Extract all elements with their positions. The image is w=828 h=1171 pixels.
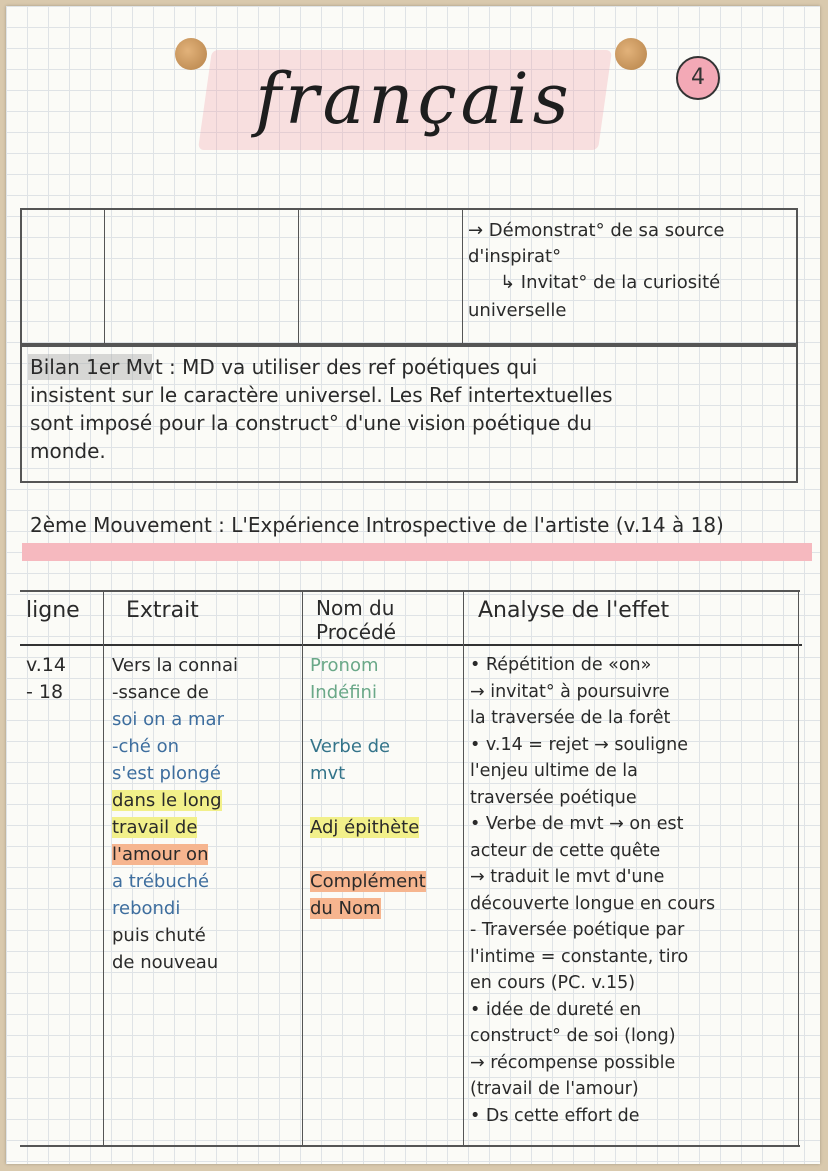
procede-spacer-2 <box>310 787 426 814</box>
bilan-line-2: insistent sur le caractère universel. Les Ref intertextuelles <box>30 383 613 407</box>
analyse-line-16: → récompense possible <box>470 1052 676 1073</box>
extrait-line-12: de nouveau <box>112 952 219 973</box>
header-nom-du-procede: Nom du Procédé <box>316 596 397 644</box>
procede-line-2: Indéfini <box>310 682 377 703</box>
analyse-line-3: la traversée de la forêt <box>470 708 671 728</box>
procede-column <box>310 652 426 922</box>
extrait-line-8-text: l'amour on <box>112 844 209 865</box>
analyse-line-1: • Répétition de «on» <box>470 655 652 675</box>
extrait-line-3: soi on a mar <box>112 709 224 730</box>
page-number-badge: 4 <box>676 56 720 100</box>
bilan-line-1: Bilan 1er Mvt : MD va utiliser des ref poétiques qui <box>30 355 538 379</box>
analyse-column <box>470 652 715 1129</box>
procede-spacer-3 <box>310 841 426 868</box>
bilan-line-4: monde. <box>30 439 106 463</box>
procede-line-7-text: du Nom <box>310 898 381 919</box>
extrait-line-11: puis chuté <box>112 925 206 946</box>
analyse-line-4: • v.14 = rejet → souligne <box>470 734 688 755</box>
ligne-column <box>26 652 66 706</box>
analyse-line-7: • Verbe de mvt → on est <box>470 814 684 834</box>
analyse-line-6: traversée poétique <box>470 787 637 808</box>
extrait-line-7-text: travail de <box>112 817 198 838</box>
analyse-line-10: découverte longue en cours <box>470 893 716 914</box>
procede-line-7 <box>310 895 426 922</box>
procede-line-6-text: Complément <box>310 871 426 892</box>
analysis-col-divider-3 <box>463 590 464 1145</box>
extrait-line-1: Vers la connai <box>112 655 238 676</box>
analyse-line-18: • Ds cette effort de <box>470 1105 640 1126</box>
analyse-line-14: • idée de dureté en <box>470 999 642 1020</box>
top-table-divider-3 <box>462 208 463 345</box>
analysis-table-header-rule <box>20 644 802 646</box>
section-heading: 2ème Mouvement : L'Expérience Introspective de l'artiste (v.14 à 18) <box>30 513 724 537</box>
procede-line-4: mvt <box>310 763 346 784</box>
analyse-line-17: (travail de l'amour) <box>470 1079 639 1099</box>
extrait-line-4: -ché on <box>112 736 180 757</box>
analysis-col-divider-1 <box>103 590 104 1145</box>
top-table-right-line-3: ↳ Invitat° de la curiosité <box>500 272 721 293</box>
extrait-line-10: rebondi <box>112 898 181 919</box>
extrait-line-6 <box>112 787 238 814</box>
top-table-right-line-1: → Démonstrat° de sa source <box>468 220 725 241</box>
analyse-line-5: l'enjeu ultime de la <box>470 761 638 781</box>
top-table-divider-2 <box>298 208 299 345</box>
extrait-line-7 <box>112 814 238 841</box>
header-extrait: Extrait <box>126 598 199 623</box>
procede-line-5 <box>310 814 426 841</box>
header-ligne: ligne <box>26 598 80 623</box>
extrait-line-2: -ssance de <box>112 682 209 703</box>
procede-line-1: Pronom <box>310 655 379 676</box>
extrait-column <box>112 652 238 976</box>
bilan-line-3: sont imposé pour la construct° d'une vision poétique du <box>30 411 593 435</box>
analyse-line-13: en cours (PC. v.15) <box>470 973 636 993</box>
analysis-col-divider-2 <box>302 590 303 1145</box>
procede-line-6 <box>310 868 426 895</box>
extrait-line-6-text: dans le long <box>112 790 222 811</box>
analyse-line-12: l'intime = constante, tiro <box>470 946 689 967</box>
analyse-line-9: → traduit le mvt d'une <box>470 867 665 887</box>
analyse-line-8: acteur de cette quête <box>470 840 661 861</box>
analyse-line-2: → invitat° à poursuivre <box>470 681 670 702</box>
top-table-right-line-4: universelle <box>468 300 567 321</box>
header-analyse: Analyse de l'effet <box>478 598 670 623</box>
ligne-line-2: - 18 <box>26 681 64 703</box>
ligne-line-1: v.14 <box>26 654 66 676</box>
top-table-right-line-2: d'inspirat° <box>468 246 562 267</box>
extrait-line-9: a trébuché <box>112 871 210 892</box>
extrait-line-8 <box>112 841 238 868</box>
analyse-line-11: - Traversée poétique par <box>470 920 685 940</box>
procede-line-5-text: Adj épithète <box>310 817 420 838</box>
analyse-line-15: construct° de soi (long) <box>470 1026 676 1046</box>
heading-underline-band <box>22 543 812 561</box>
extrait-line-5: s'est plongé <box>112 763 221 784</box>
analysis-col-divider-4 <box>798 590 799 1145</box>
procede-line-3: Verbe de <box>310 736 391 757</box>
top-table-divider-1 <box>104 208 105 345</box>
procede-spacer-1 <box>310 706 426 733</box>
page-title: français <box>255 58 573 140</box>
